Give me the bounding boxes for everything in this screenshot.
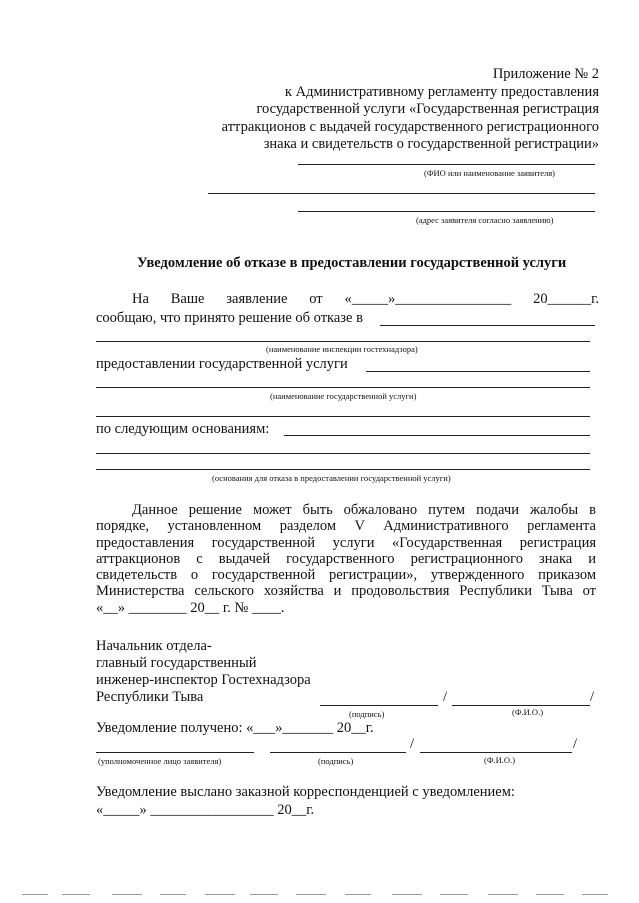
text-fragment: Ваше bbox=[170, 291, 205, 307]
applicant-line-2 bbox=[208, 193, 595, 194]
scan-artifact bbox=[582, 894, 608, 895]
service-caption: (наименование государственной услуги) bbox=[270, 391, 417, 401]
scan-artifact bbox=[22, 894, 48, 895]
received-line: Уведомление получено: «___»_______ 20__г. bbox=[96, 720, 374, 736]
applicant-name-line bbox=[298, 164, 595, 165]
reasons-text: по следующим основаниям: bbox=[96, 421, 270, 437]
position-line: инженер-инспектор Гостехнадзора bbox=[96, 672, 311, 688]
position-line: Республики Тыва bbox=[96, 689, 204, 705]
scan-artifact bbox=[62, 894, 90, 895]
address-caption: (адрес заявителя согласно заявлению) bbox=[416, 215, 554, 225]
official-fio-line bbox=[452, 705, 590, 706]
header-line: Приложение № 2 bbox=[492, 66, 599, 82]
scan-artifact bbox=[440, 894, 468, 895]
date-blank: «_____»________________ bbox=[344, 291, 512, 307]
receiver-fio-line bbox=[420, 752, 572, 753]
address-line bbox=[298, 211, 595, 212]
inspection-line-2 bbox=[96, 341, 590, 342]
service-fill-line bbox=[366, 371, 590, 372]
scan-artifact bbox=[488, 894, 518, 895]
appeal-paragraph bbox=[96, 502, 596, 616]
scan-artifact bbox=[250, 894, 278, 895]
mail-notice: Уведомление выслано заказной корреспонденцией с уведомлением: bbox=[96, 784, 515, 800]
reasons-line-1 bbox=[96, 416, 590, 417]
scan-artifact bbox=[205, 894, 235, 895]
appeal-line: порядке, установленном разделом V Административного регламента bbox=[96, 518, 596, 535]
signature-caption: (подпись) bbox=[318, 756, 354, 766]
appendix-header bbox=[222, 66, 599, 154]
official-position bbox=[96, 638, 311, 706]
scan-artifact bbox=[112, 894, 142, 895]
year-blank: 20______г. bbox=[533, 291, 599, 307]
reasons-line-4 bbox=[96, 469, 590, 470]
inspection-caption: (наименование инспекции гостехнадзора) bbox=[266, 344, 418, 354]
position-line: Начальник отдела- bbox=[96, 638, 212, 654]
position-line: главный государственный bbox=[96, 655, 257, 671]
appeal-line: свидетельств о государственной регистрации», утвержденного приказом bbox=[96, 567, 596, 584]
appeal-line: предоставления государственной услуги «Государственная регистрация bbox=[96, 534, 596, 551]
authorized-person-line bbox=[96, 752, 254, 753]
header-line: к Административному регламенту предоставления bbox=[284, 83, 599, 100]
header-line: государственной услуги «Государственная регистрация bbox=[256, 101, 599, 117]
mail-date: «_____» _________________ 20__г. bbox=[96, 802, 315, 818]
fio-caption: (Ф.И.О.) bbox=[484, 755, 516, 765]
official-signature-line bbox=[320, 705, 438, 706]
decision-text: сообщаю, что принято решение об отказе в bbox=[96, 310, 363, 326]
application-date-row bbox=[96, 292, 599, 307]
signature-caption: (подпись) bbox=[349, 709, 385, 719]
slash: / bbox=[573, 736, 578, 752]
slash: / bbox=[410, 736, 415, 752]
text-fragment: заявление bbox=[226, 291, 288, 307]
header-line: знака и свидетельств о государственной регистрации» bbox=[263, 136, 599, 152]
inspection-fill-line bbox=[380, 325, 595, 326]
header-line: аттракционов с выдачей государственного регистрационного bbox=[221, 118, 599, 135]
authorized-caption: (уполномоченное лицо заявителя) bbox=[98, 756, 222, 766]
service-text: предоставлении государственной услуги bbox=[96, 356, 348, 372]
text-fragment: от bbox=[309, 291, 323, 307]
appeal-line: Данное решение может быть обжаловано путем подачи жалобы в bbox=[132, 502, 596, 518]
reasons-fill-line bbox=[284, 435, 590, 436]
scan-artifact bbox=[296, 894, 326, 895]
applicant-caption: (ФИО или наименование заявителя) bbox=[424, 168, 555, 178]
fio-caption: (Ф.И.О.) bbox=[512, 707, 544, 717]
receiver-signature-line bbox=[270, 752, 406, 753]
slash: / bbox=[443, 689, 448, 705]
appeal-line: «__» ________ 20__ г. № ____. bbox=[96, 599, 285, 616]
slash: / bbox=[590, 689, 595, 705]
text-fragment: На bbox=[132, 291, 149, 307]
document-title: Уведомление об отказе в предоставлении государственной услуги bbox=[137, 255, 567, 271]
appeal-line: аттракционов с выдачей государственного регистрационного знака и bbox=[96, 550, 596, 567]
scan-artifact bbox=[160, 894, 186, 895]
scan-artifact bbox=[392, 894, 422, 895]
reasons-line-3 bbox=[96, 453, 590, 454]
service-line-2 bbox=[96, 387, 590, 388]
scan-artifact bbox=[536, 894, 564, 895]
reasons-caption: (основания для отказа в предоставлении государственной услуги) bbox=[212, 473, 451, 483]
appeal-line: Министерства сельского хозяйства и продовольствия Республики Тыва от bbox=[96, 583, 596, 600]
scan-artifact bbox=[345, 894, 371, 895]
